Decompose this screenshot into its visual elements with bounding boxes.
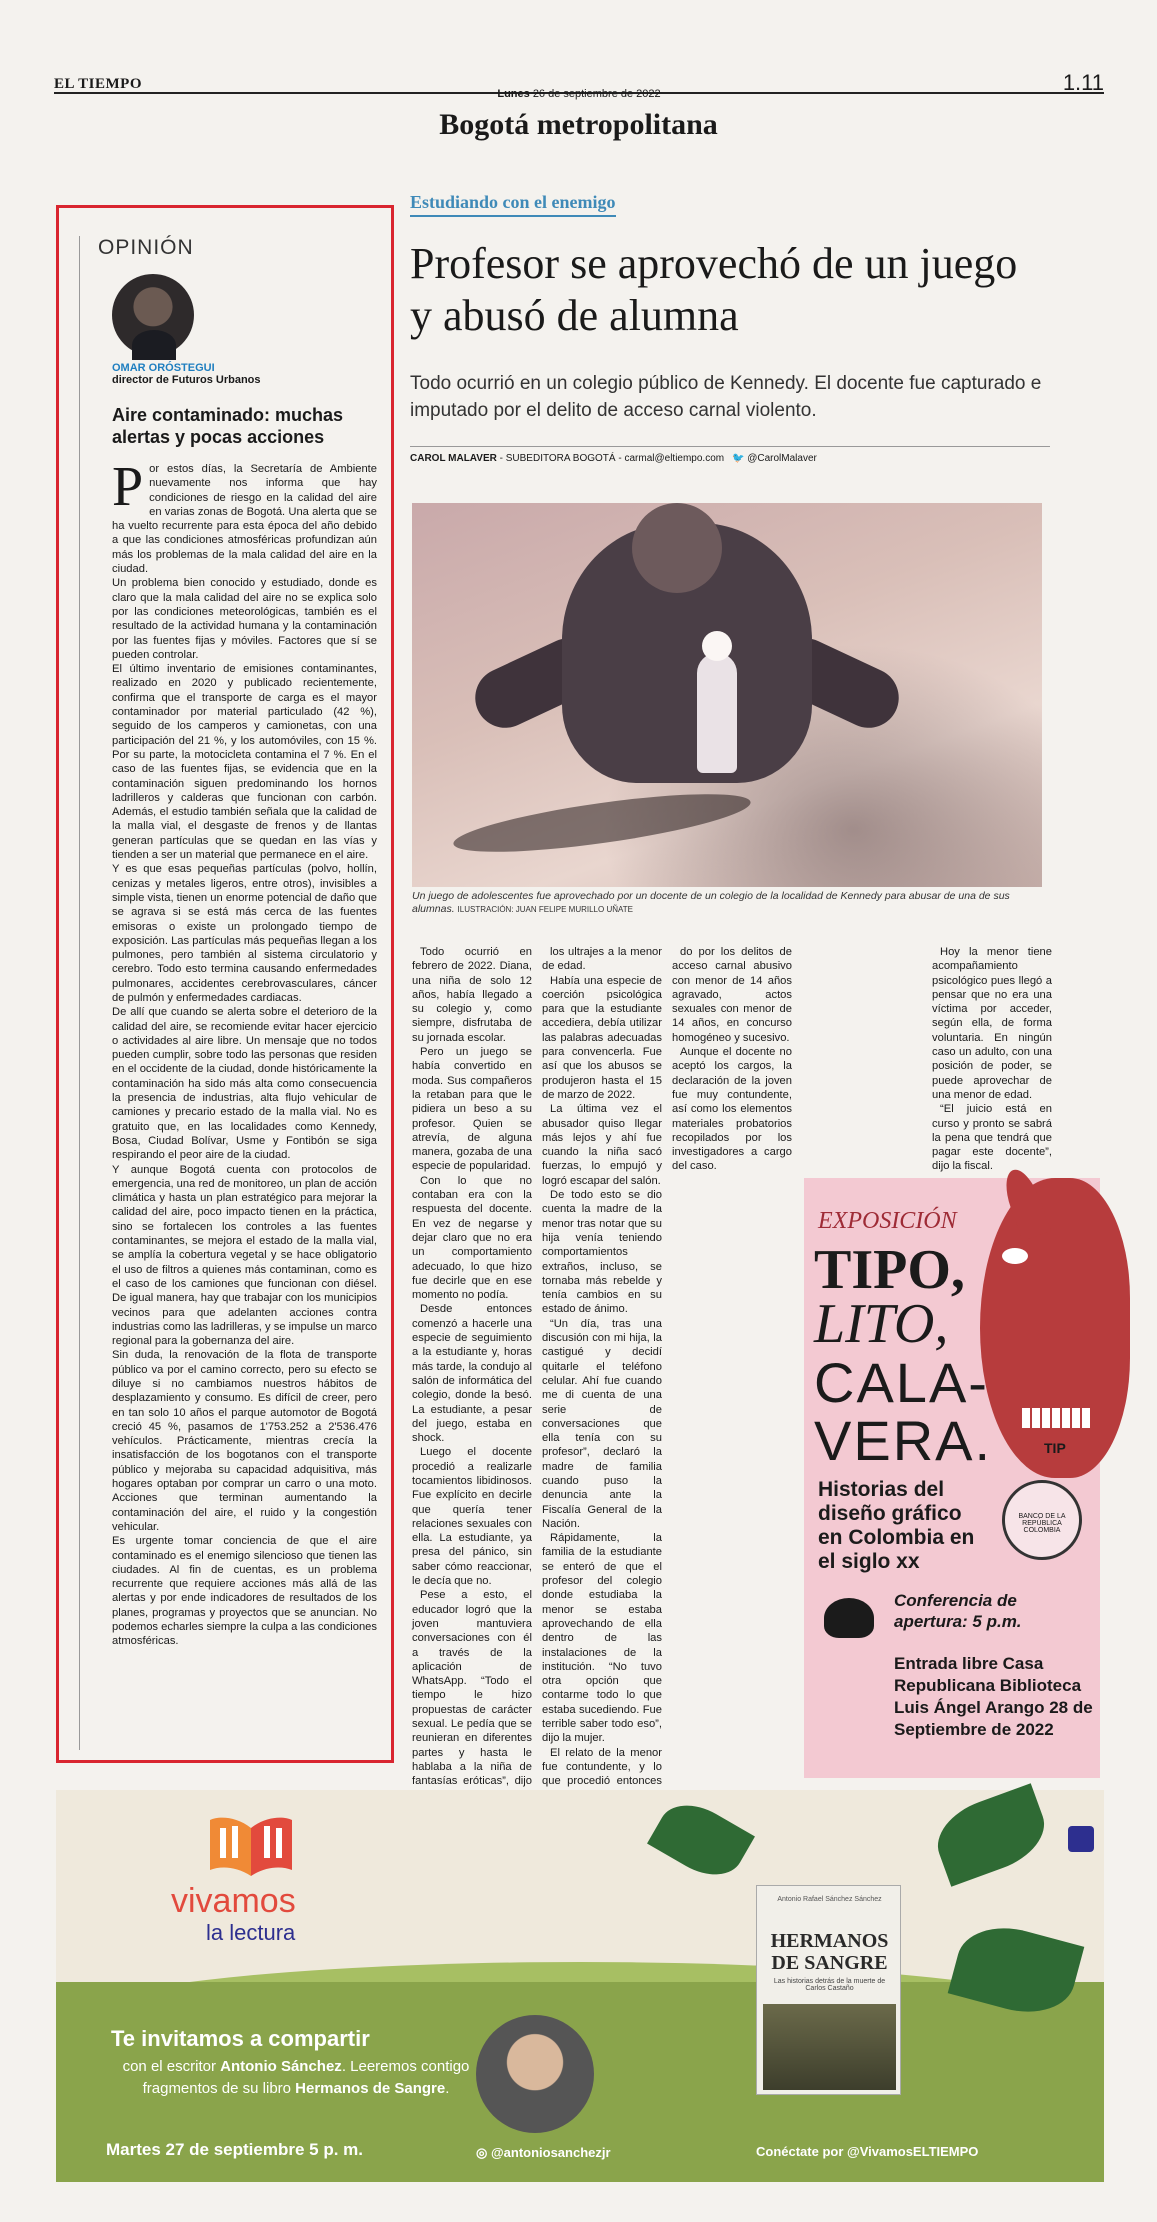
- article-column: do por los delitos de acceso carnal abusivo con menor de 14 años agravado, actos sexuales con menor de 14 años, en concurso homogéneo y sucesivo. Aunque el docente no aceptó los cargos, la declaración de la joven fue muy contundente, así como los elementos materiales probatorios recopilados por los investigadores a cargo del caso.: [672, 946, 792, 1173]
- article-column: Todo ocurrió en febrero de 2022. Diana, una niña de solo 12 años, había llegado a su colegio y, como siempre, disfrutaba de su jornada escolar. Pero un juego se había convertido en moda. Sus compañeros la retaban para que le pidiera un beso a su profesor. Quien se atrevía, de alguna manera, gozaba de una especie de popularidad. Con lo que no contaban era con la respuesta del docente. En vez de negarse y dejar claro que no era un comportamiento adecuado, lo que hizo fue decirle que en ese momento no podía. Desde entonces comenzó a hacerle una especie de seguimiento a la estudiante y, horas más tarde, la condujo al salón de informática del colegio, donde la besó. La estudiante, a pesar del juego, estaba en shock. Luego el docente procedió a realizarle tocamientos libidinosos. Fue explícito en decirle que quería tener relaciones sexuales con ella. La estudiante, ya presa del pánico, sin saber cómo reaccionar, le decía que no. Pese a esto, el educador logró que la joven mantuviera conversaciones con él a través de la aplicación de WhatsApp. “Todo el tiempo le hizo propuestas de carácter sexual. Le pedía que se reunieran en diferentes partes y hasta le hablaba a la niña de fantasías eróticas”, dijo: [412, 946, 532, 1788]
- byline: [410, 446, 1050, 466]
- article-illustration: [412, 503, 1042, 887]
- opinion-column: [56, 205, 394, 1763]
- masthead: [54, 70, 1104, 100]
- twitter-icon: 🐦: [732, 453, 745, 464]
- author-name: OMAR ORÓSTEGUI: [112, 362, 215, 374]
- page-number: 1.11: [1062, 70, 1104, 95]
- newspaper-brand: EL TIEMPO: [54, 76, 142, 92]
- book-cover: Antonio Rafael Sánchez Sánchez HERMANOS DE SANGRE Las historias detrás de la muerte de Carlos Castaño: [756, 1885, 901, 2095]
- byline-name: CAROL MALAVER: [410, 453, 497, 464]
- issue-date: Lunes 26 de septiembre de 2022: [497, 88, 661, 100]
- opinion-title: Aire contaminado: muchas alertas y pocas acciones: [112, 405, 344, 447]
- open-book-icon: [206, 1808, 296, 1878]
- vivamos-logo: vivamos: [171, 1882, 296, 1920]
- article-dek: Todo ocurrió en un colegio público de Kennedy. El docente fue capturado e imputado por el delito de acceso carnal violento.: [410, 373, 1042, 421]
- writer-portrait: [476, 2015, 594, 2133]
- sponsor-logo: TIP: [1044, 1440, 1066, 1456]
- promo-invite: Te invitamos a compartir: [111, 2026, 370, 2051]
- exhibition-title-3: CALA-VERA.: [814, 1351, 993, 1472]
- article-column: Hoy la menor tiene acompañamiento psicológico pues llegó a pensar que no era una víctima por acceder, según ella, de forma voluntaria. En ningún caso un adulto, con una posición de poder, se puede aprovechar de una menor de edad. “El juicio está en curso y pronto se sabrá la pena que tendrá que pagar este docente”, dijo la fiscal.: [932, 946, 1052, 1173]
- exhibition-details: Entrada libre Casa Republicana Biblioteca Luis Ángel Arango 28 de Septiembre de 2022: [894, 1654, 1093, 1739]
- author-role: director de Futuros Urbanos: [112, 374, 261, 386]
- paragraph: Sin duda, la renovación de la flota de transporte público va por el camino correcto, pero su efecto se diluye si no cambiamos nuestros hábitos de desplazamiento y consumo. Es difícil de creer, pero en tan solo 10 años el parque automotor de Bogotá creció 45 %, pasamos de 1'753.252 a 2'536.476 vehículos. Prácticamente, mientras crecía la insatisfacción de los bogotanos con el transporte público y mejoraba su capacidad adquisitiva, más hogares optaban por comprar un carro o una moto. Acciones que terminan aumentando la contaminación del aire, el ruido y la congestión vehicular.: [112, 1349, 377, 1533]
- conference-time: Conferencia de apertura: 5 p.m.: [894, 1591, 1022, 1631]
- social-connect: Conéctate por @VivamosELTIEMPO: [756, 2144, 979, 2159]
- book-subtitle: Las historias detrás de la muerte de Carlos Castaño: [773, 1978, 886, 1992]
- paragraph: De allí que cuando se alerta sobre el deterioro de la calidad del aire, se recomiende evitar hacer ejercicio o actividades al aire libre. Un mensaje que no todos pueden cumplir, sobre todo las personas que residen en el occidente de la ciudad, donde históricamente la contaminación ha sido más alta como consecuencia la presencia de industrias, alta flujo vehicular de camiones y precario estado de la malla vial. No es gratuito que, en las localidades como Kennedy, Bosa, Ciudad Bolívar, Usme y Fontibón se siga respirando el peor aire de la ciudad.: [112, 1006, 377, 1162]
- lectura-logo: la lectura: [206, 1920, 296, 1945]
- book-title: HERMANOS DE SANGRE: [770, 1930, 889, 1974]
- author-photo: [112, 274, 194, 356]
- paragraph: Un problema bien conocido y estudiado, donde es claro que la mala calidad del aire no se explica solo por las condiciones meteorológicas, también es el resultado de la actividad humana y la contaminación por las fuentes fijas y móviles. Factores que sí se pueden controlar.: [112, 577, 377, 661]
- exhibition-subtitle: Historias del diseño gráfico en Colombia en el siglo xx: [818, 1478, 975, 1573]
- exhibition-label: EXPOSICIÓN: [818, 1208, 957, 1234]
- paragraph: Y aunque Bogotá cuenta con protocolos de emergencia, una red de monitoreo, un plan de acción climática y hasta un plan estratégico para mejorar la calidad del aire, poco impacto tienen en la práctica, sino se fortalecen los controles a las fuentes contaminantes, se mejora el estado de la malla vial, se amplía la cobertura vegetal y se hace obligatorio el uso de filtros a quienes más contaminan, como es el caso de los camiones que funcionan con diésel. De igual manera, hay que trabajar con los municipios vecinos para que adelanten acciones contra industrias como las ladrilleras, y se impulse un marco regional para la gobernanza del aire.: [112, 1163, 377, 1348]
- article-column: los ultrajes a la menor de edad. Había una especie de coerción psicológica para que la estudiante accediera, debía utilizar las palabras adecuadas para convencerla. Fue así que los abusos se produjeron hasta el 15 de marzo de 2022. La última vez el abusador quiso llegar más lejos y ahí fue cuando la niña sacó fuerzas, lo empujó y logró escapar del salón. De todo esto se dio cuenta la madre de la menor tras notar que su hija venía teniendo comportamientos extraños, incluso, se tornaba más rebelde y tenía cambios en su estado de ánimo. “Un día, tras una discusión con mi hija, la castigué y decidí quitarle el teléfono celular. Ahí fue cuando me di cuenta de una serie de conversaciones que ella tenía con su profesor”, declaró la madre de familia cuando puso la denuncia ante la Fiscalía General de la Nación. Rápidamente, la familia de la estudiante se enteró de que el profesor del colegio donde estudiaba la menor se estaba aprovechando de ella dentro de las instalaciones de la institución. “No tuvo otra opción que contarme todo lo que estaba sucediendo. Fue terrible saber todo eso”, dijo la mujer. El relato de la menor fue contundente, y lo que procedió entonces: [542, 946, 662, 1788]
- promo-description: con el escritor Antonio Sánchez. Leeremos contigo fragmentos de su libro Hermanos de Sangre.: [122, 2058, 470, 2097]
- opinion-body: [90, 456, 377, 1649]
- bank-seal: BANCO DE LA REPÚBLICA COLOMBIA: [1002, 1480, 1082, 1560]
- article-headline: Profesor se aprovechó de un juego y abusó de alumna: [410, 239, 1018, 340]
- reading-promo-ad: [56, 1790, 1104, 2182]
- twitter-handle[interactable]: 🐦 @CarolMalaver: [732, 453, 817, 464]
- exhibition-title-2: LITO,: [814, 1293, 949, 1355]
- instagram-icon: ◎: [476, 2145, 488, 2160]
- drop-cap: P: [112, 456, 144, 518]
- paragraph: El último inventario de emisiones contaminantes, realizado en 2020 y publicado recientemente, confirma que el transporte de carga es el mayor contaminador por material particulado (42 %), seguido de los camperos y camionetas, con una participación del 21 %, y los automóviles, con 15 %. Por su parte, la motocicleta contamina el 7 %. En el caso de las fuentes fijas, se evidencia que en la contaminación siguen predominando los hornos ladrilleros y calderas que funcionan con carbón. Además, el estudio también señala que la calidad de la malla vial, el desgaste de frenos y de llantas generan partículas que se quedan en las vías y tienden a ser un material que permanece en el aire.: [112, 663, 377, 862]
- instagram-handle[interactable]: ◎ @antoniosanchezjr: [476, 2145, 611, 2160]
- section-title: Bogotá metropolitana: [439, 108, 718, 141]
- vivamos-badge-icon: [1068, 1826, 1094, 1852]
- exhibition-title-1: TIPO,: [814, 1239, 965, 1301]
- illustration-credit: ILUSTRACIÓN: JUAN FELIPE MURILLO UÑATE: [457, 905, 633, 914]
- byline-details: - SUBEDITORA BOGOTÁ - carmal@eltiempo.com: [496, 453, 725, 464]
- paragraph: Es urgente tomar conciencia de que el aire contaminado es el enemigo silencioso que tienen las ciudades. Al fin de cuentas, es un problema recurrente que requiere acciones más allá de las alertas y por ende indicadores de resultados de los planes, programas y proyectos que se anuncian. No podemos echarles siempre la culpa a las condiciones atmosféricas.: [112, 1535, 377, 1648]
- skull-icon: [824, 1598, 874, 1638]
- promo-date: Martes 27 de septiembre 5 p. m.: [106, 2140, 363, 2159]
- paragraph: Y es que esas pequeñas partículas (polvo, hollín, cenizas y metales ligeros, entre otros), invisibles a simple vista, tienen un enorme potencial de daño que se agrava si se está más cerca de las fuentes emisoras o existe un prolongado tiempo de exposición. Las partículas más pequeñas llegan a los pulmones, pero también al sistema circulatorio y cerebro. Todo esto termina causando enfermedades pulmonares, accidentes cerebrovasculares, cáncer de pulmón y enfermedades cardiacas.: [112, 863, 377, 1004]
- article-kicker: Estudiando con el enemigo: [410, 192, 616, 217]
- opinion-label: OPINIÓN: [98, 236, 194, 259]
- exhibition-ad: [804, 1178, 1100, 1778]
- book-cover-photo: [763, 2004, 896, 2090]
- paragraph: Por estos días, la Secretaría de Ambiente nuevamente nos informa que hay condiciones de riesgo en la calidad del aire en varias zonas de Bogotá. Una alerta que se ha vuelto recurrente para esta época del año debido a que las condiciones atmosféricas profundizan aún más los problemas de la mala calidad del aire en la ciudad.: [112, 456, 377, 576]
- illustration-caption: Un juego de adolescentes fue aprovechado por un docente de un colegio de la localidad de Kennedy para abusar de una de sus alumnas. ILUSTRACIÓN: JUAN FELIPE MURILLO UÑATE: [412, 890, 1010, 915]
